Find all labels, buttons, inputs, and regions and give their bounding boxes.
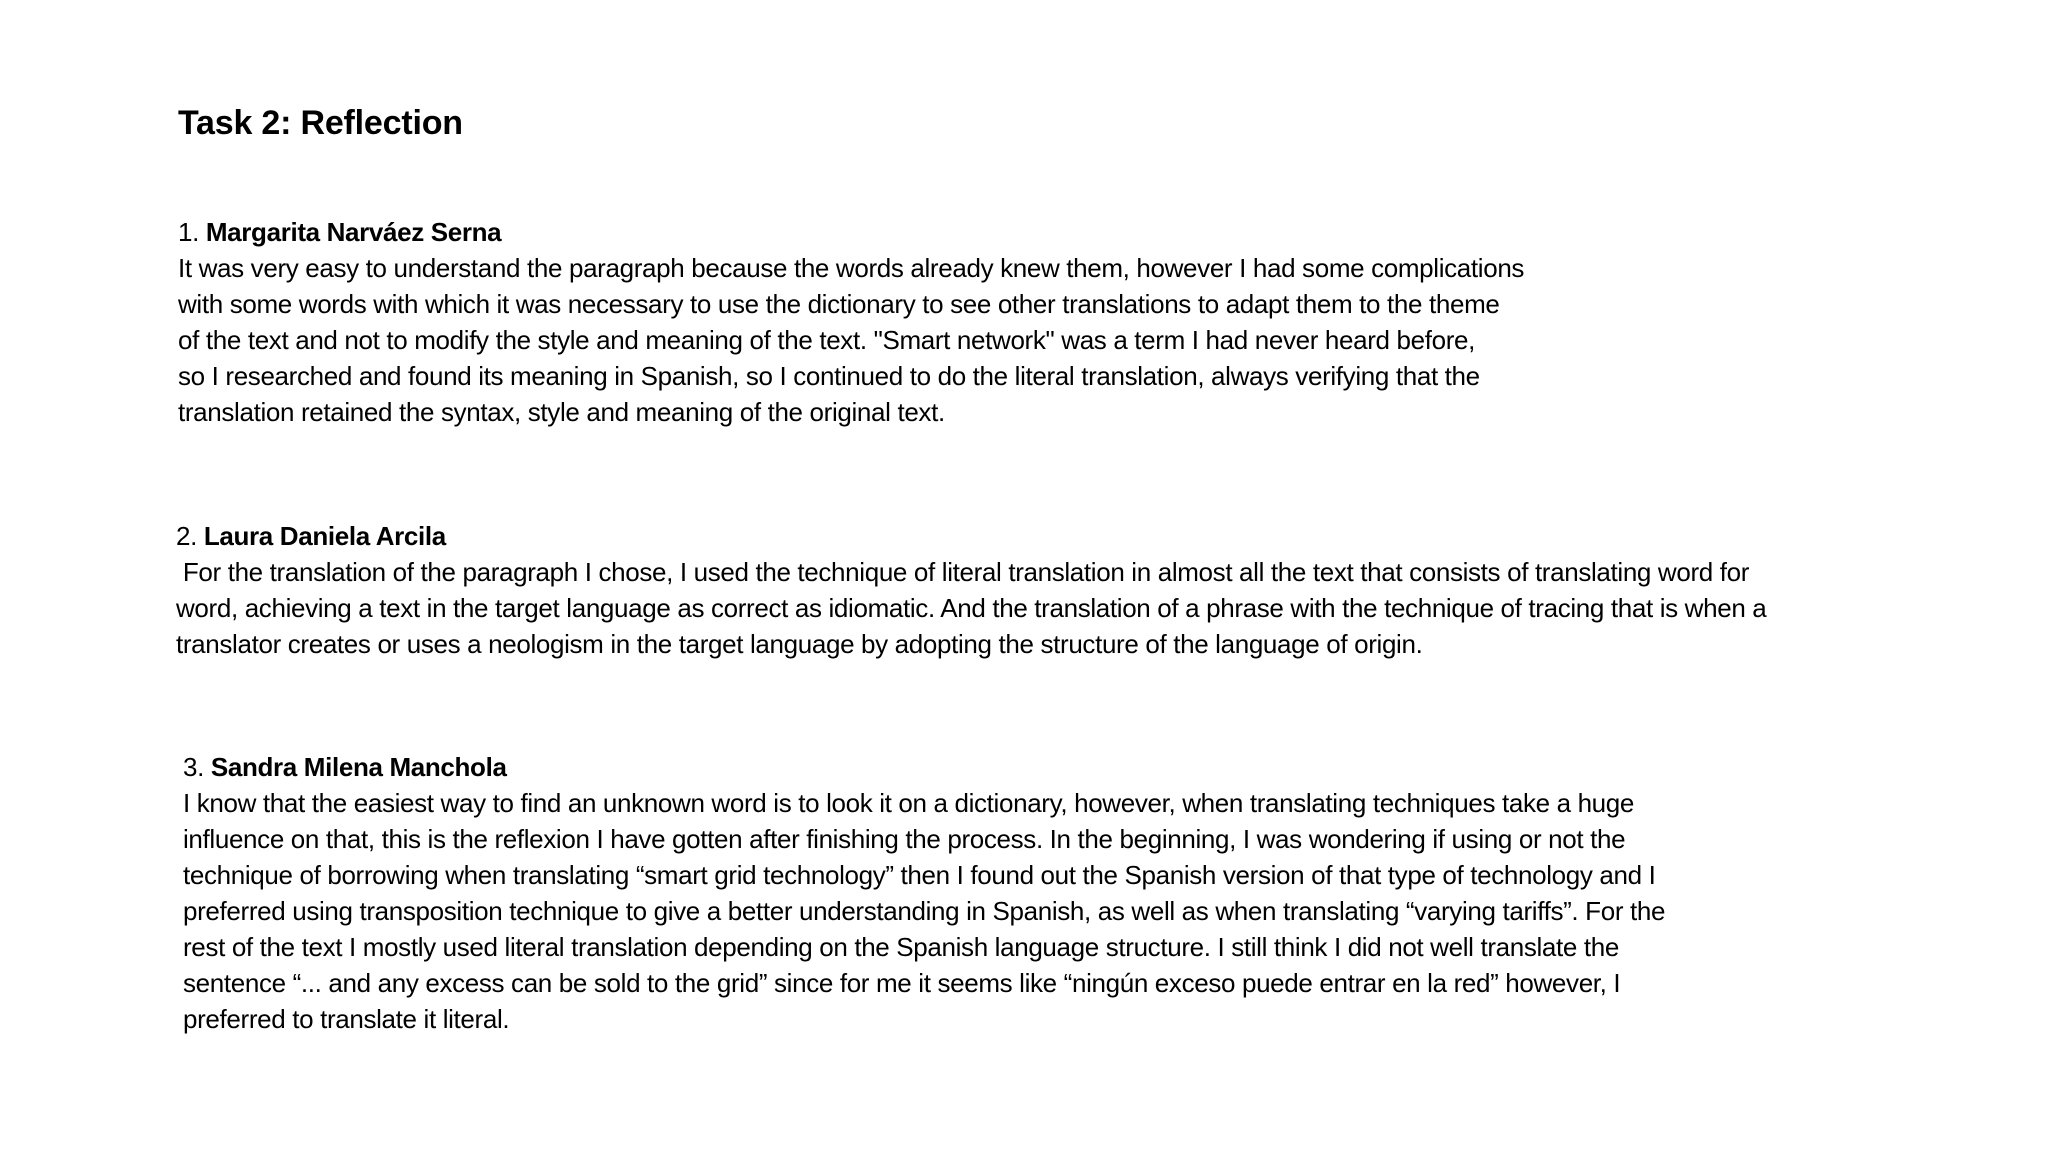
entry-header — [176, 518, 1766, 554]
reflection-entry — [183, 749, 1665, 1037]
entry-header — [178, 214, 1524, 250]
paragraph-line: translator creates or uses a neologism in the target language by adopting the structure of the language of origin. — [176, 629, 1423, 659]
paragraph-line: word, achieving a text in the target language as correct as idiomatic. And the translation of a phrase with the technique of tracing that is when a — [176, 593, 1767, 623]
paragraph-line: translation retained the syntax, style and meaning of the original text. — [178, 397, 945, 427]
paragraph-line: rest of the text I mostly used literal translation depending on the Spanish language structure. I still think I did not well translate the — [183, 932, 1619, 962]
entry-author-name: Laura Daniela Arcila — [203, 521, 446, 551]
paragraph-line: sentence “... and any excess can be sold to the grid” since for me it seems like “ningún exceso puede entrar en la red” however, I — [183, 968, 1621, 998]
paragraph-line: It was very easy to understand the paragraph because the words already knew them, however I had some complications — [178, 253, 1525, 283]
paragraph-line: technique of borrowing when translating “smart grid technology” then I found out the Spanish version of that type of technology and I — [183, 860, 1656, 890]
paragraph-line: influence on that, this is the reflexion I have gotten after finishing the process. In the beginning, I was wondering if using or not the — [183, 824, 1626, 854]
entry-author-name: Sandra Milena Manchola — [210, 752, 507, 782]
paragraph-line: preferred using transposition technique to give a better understanding in Spanish, as well as when translating “varying tariffs”. For the — [183, 896, 1666, 926]
paragraph-line: preferred to translate it literal. — [183, 1004, 510, 1034]
entry-number: 1. — [178, 217, 199, 247]
paragraph-line: of the text and not to modify the style and meaning of the text. "Smart network" was a term I had never heard before, — [178, 325, 1476, 355]
reflection-entry — [178, 214, 1524, 430]
paragraph-line: with some words with which it was necessary to use the dictionary to see other translations to adapt them to the theme — [178, 289, 1500, 319]
slide-title: Task 2: Reflection — [178, 104, 463, 142]
reflection-entry — [176, 518, 1766, 662]
entry-number: 2. — [176, 521, 197, 551]
paragraph-line: I know that the easiest way to find an unknown word is to look it on a dictionary, however, when translating techniques take a huge — [183, 788, 1635, 818]
paragraph-line: so I researched and found its meaning in Spanish, so I continued to do the literal translation, always verifying that the — [178, 361, 1480, 391]
entry-number: 3. — [183, 752, 204, 782]
entry-header — [183, 749, 1665, 785]
entry-author-name: Margarita Narváez Serna — [205, 217, 502, 247]
paragraph-line: For the translation of the paragraph I chose, I used the technique of literal translation in almost all the text that consists of translating word for — [176, 557, 1750, 587]
